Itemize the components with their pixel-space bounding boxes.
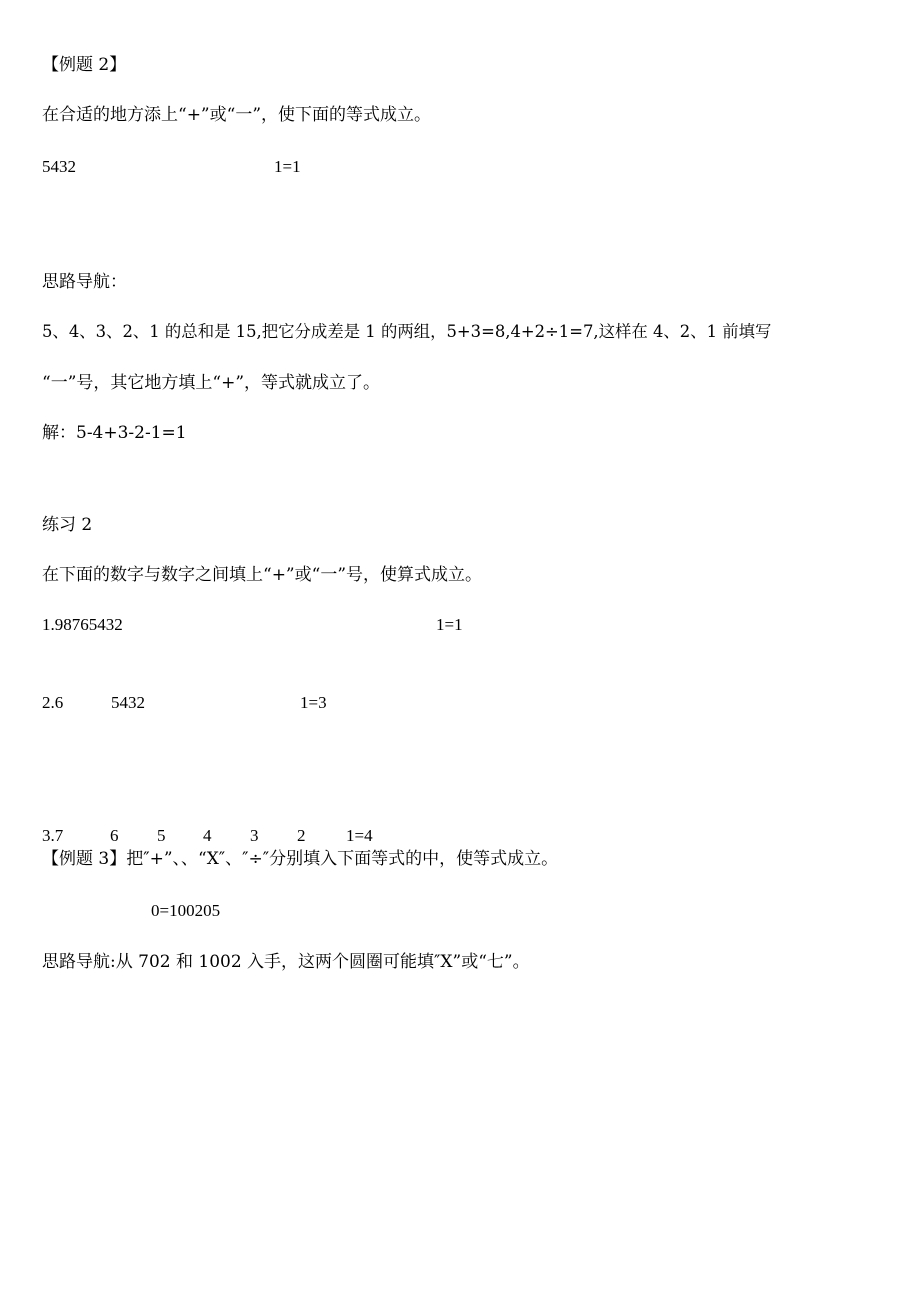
example-2-heading: 【例题 2】: [42, 55, 127, 75]
practice-2-heading: 练习 2: [42, 515, 93, 535]
guide-2-line-2: “一”号，其它地方填上“+”，等式就成立了。: [42, 373, 381, 393]
example-2-equation-right: 1=1: [274, 157, 301, 176]
practice-2-q2-middle: 5432: [111, 693, 145, 712]
practice-2-q3-part: 3.7: [42, 826, 64, 845]
example-2-prompt: 在合适的地方添上“+”或“一”，使下面的等式成立。: [42, 105, 432, 125]
example-2-equation-left: 5432: [42, 157, 76, 176]
practice-2-q3-part: 2: [297, 826, 306, 845]
practice-2-q3-part: 6: [110, 826, 119, 845]
guide-2-line-1: 5、4、3、2、1 的总和是 15,把它分成差是 1 的两组，5+3=8,4+2÷1=7,这样在 4、2、1 前填写: [42, 322, 772, 341]
practice-2-q3-part: 1=4: [346, 826, 373, 845]
practice-2-q3-part: 3: [250, 826, 259, 845]
example-3-prompt: 【例题 3】把″+”、、“X″、″÷″分别填入下面等式的中，使等式成立。: [42, 849, 559, 869]
practice-2-q3-part: 5: [157, 826, 166, 845]
practice-2-q1-left: 1.98765432: [42, 615, 123, 634]
guide-2-solution: 解：5-4+3-2-1=1: [42, 423, 187, 443]
example-3-guide: 思路导航:从 702 和 1002 入手，这两个圆圈可能填″X”或“七”。: [42, 952, 530, 972]
practice-2-prompt: 在下面的数字与数字之间填上“+”或“一”号，使算式成立。: [42, 565, 483, 585]
practice-2-q2-number: 2.6: [42, 693, 64, 712]
practice-2-q2-right: 1=3: [300, 693, 327, 712]
example-3-equation: 0=100205: [151, 901, 221, 920]
practice-2-q3-part: 4: [203, 826, 212, 845]
guide-2-heading: 思路导航：: [42, 272, 127, 292]
practice-2-q1-right: 1=1: [436, 615, 463, 634]
